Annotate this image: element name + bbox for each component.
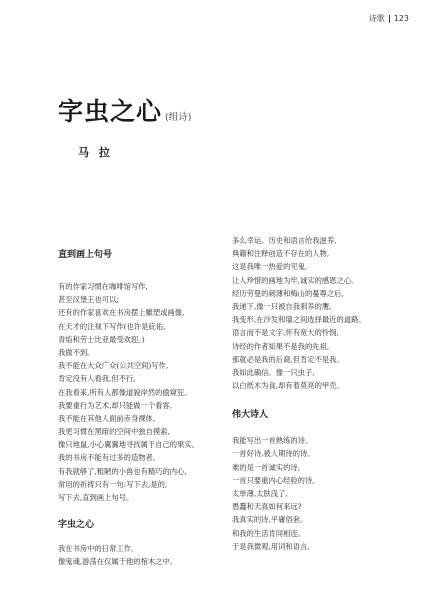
poem-line: 那就必是我的后裔,但肯定不是我。 bbox=[232, 354, 344, 364]
page-number: 123 bbox=[393, 14, 409, 23]
right-column bbox=[232, 234, 410, 553]
poem-line: 一首好诗,被人期待的诗。 bbox=[232, 449, 315, 459]
poem-line: 于是我微观,用词和语言, bbox=[232, 541, 310, 551]
poem-line: 这是我唯一热爱的见鬼, bbox=[232, 262, 308, 272]
header-divider bbox=[389, 15, 390, 23]
poem-line: 青焰和劳士比亚最受欢迎。) bbox=[58, 334, 145, 344]
poem-line: 经历劳曼的刺薄和梅山的蔓尊之后, bbox=[232, 288, 344, 298]
poem-line: 我做不到。 bbox=[58, 347, 95, 357]
author-name: 马 拉 bbox=[78, 146, 113, 159]
poem-line: 我真实的诗,平庸俗套, bbox=[232, 515, 303, 525]
spacer bbox=[58, 504, 218, 516]
poem-line: 有的作家习惯在咖啡馆写作, bbox=[58, 282, 148, 291]
poem-line: 我如此确信。像一只虫子, bbox=[232, 367, 315, 377]
poem-line: 肯定没有人看我,但不行, bbox=[58, 374, 136, 384]
poem-line: 在我看来,所有人都像道貌岸然的偷窥狂。 bbox=[58, 387, 192, 397]
poem-line: 典籍和注释创造不存在的人物, bbox=[232, 249, 330, 259]
title-block bbox=[58, 92, 191, 128]
poem-line: 像只地鼠,小心翼翼地寻找属于自己的果实。 bbox=[58, 440, 199, 450]
poem-line: 我变形,在沙发和墙之间选择最近的道路。 bbox=[232, 315, 366, 325]
spacer bbox=[232, 424, 410, 434]
poem-line: 写下去,直到画上句号。 bbox=[58, 493, 134, 502]
poem-line: 我的书房不能有过多的造物者, bbox=[58, 453, 156, 463]
spacer bbox=[58, 534, 218, 542]
poem-line: 甚至汉堡王也可以; bbox=[58, 295, 119, 305]
poem-line: 多么幸运。历史和语言给我滋养, bbox=[232, 236, 337, 245]
poem-line: 我要重行为艺术,却只能做一个看客, bbox=[58, 400, 173, 410]
running-header bbox=[369, 13, 409, 24]
poem-line: 还有的作家喜欢在书房摆上雕塑或画像, bbox=[58, 308, 185, 318]
spacer bbox=[58, 264, 218, 280]
page-subtitle: (组诗) bbox=[165, 112, 192, 123]
section-name: 诗歌 bbox=[368, 14, 385, 23]
poem-title: 伟大诗人 bbox=[232, 410, 269, 421]
left-column bbox=[58, 246, 218, 569]
poem-line: 让人珍惜的画地为牢,诚实的感恩之心。 bbox=[232, 275, 359, 285]
poem-line: 我能写出一首熟练的诗, bbox=[232, 436, 308, 446]
poem-line: 我不能在其他人面前赤身裸体, bbox=[58, 413, 156, 423]
page-title: 字虫之心 bbox=[58, 97, 163, 126]
poem-line: 我在书房中的日常工作, bbox=[58, 544, 134, 554]
poem-line: 和我的生活肯同相连。 bbox=[232, 528, 305, 538]
poem-line: 我递下,像一只被自我驯养的鹰, bbox=[232, 301, 332, 311]
poem-line: 像鬼魂,游荡在仅属于他的棺木之中。 bbox=[58, 557, 178, 567]
poem-title: 字虫之心 bbox=[58, 520, 95, 531]
poem-line: 太单薄,太肤浅了, bbox=[232, 489, 288, 498]
spacer bbox=[232, 392, 410, 406]
poem-line: 语言而不是文字,怀有宽大的怜悯, bbox=[232, 328, 339, 338]
poem-line: 我不能在大众广众(公共空间)写作, bbox=[58, 361, 169, 371]
poem-line: 常用的祈祷只有一句:写下去,是的, bbox=[58, 479, 168, 489]
poem-line: 有我就够了,粗陋的小兽也有精巧的内心, bbox=[58, 466, 187, 476]
poem-line: 我更习惯在黑暗的空间中独自摸索, bbox=[58, 427, 170, 437]
poem-line: 在天才的注视下写作(也许是庇佑, bbox=[58, 321, 166, 331]
poem-title: 直到画上句号 bbox=[58, 250, 113, 260]
poem-line: 难的是一首诚实的诗, bbox=[232, 462, 300, 472]
poem-line: 诗经的作者知果不是我的先祖, bbox=[232, 341, 330, 351]
poem-line: 一首只要重内心经验的诗。 bbox=[232, 475, 320, 485]
poem-line: 愚蠢和天真如何来远? bbox=[232, 502, 302, 512]
poem-line: 以白纸木为食,却有着莫亮的甲壳。 bbox=[232, 381, 344, 391]
